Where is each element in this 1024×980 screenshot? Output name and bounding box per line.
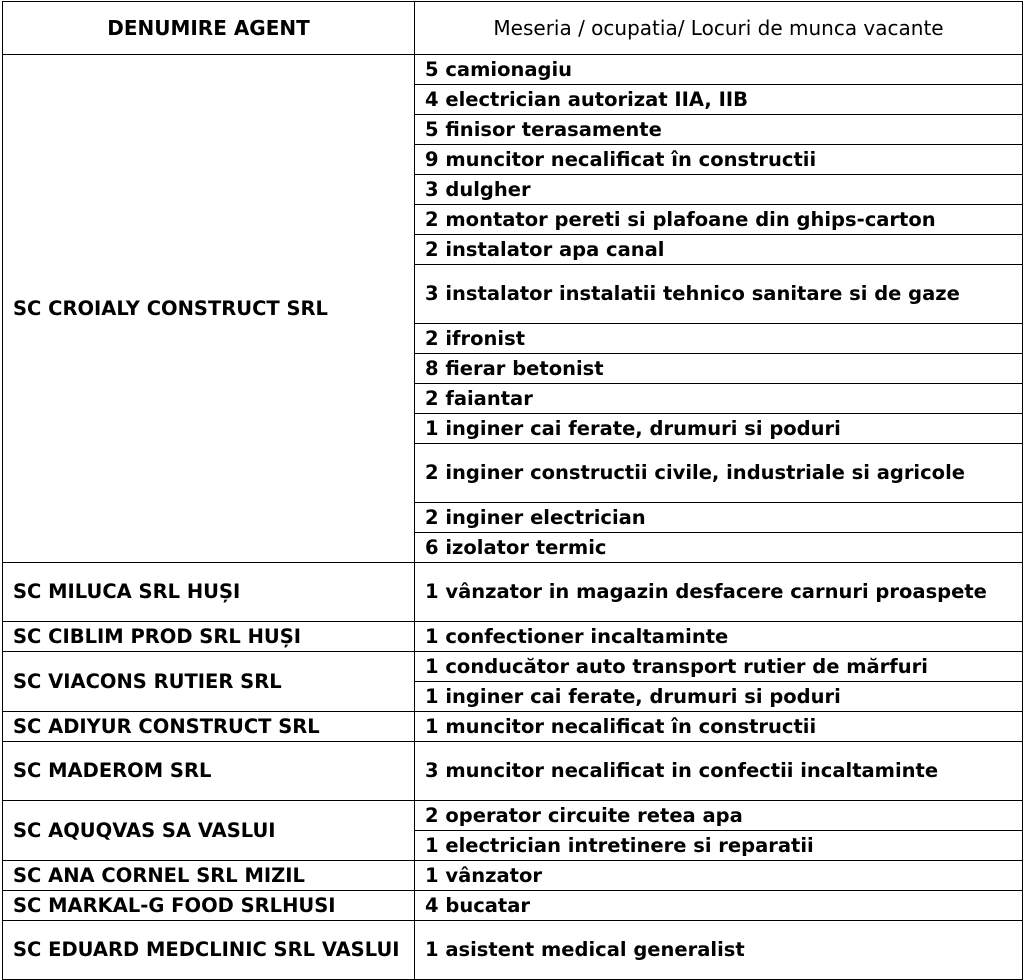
job-cell: 4 bucatar — [415, 891, 1023, 921]
job-cell: 2 inginer electrician — [415, 503, 1023, 533]
table-row — [3, 622, 1023, 652]
header-agent: DENUMIRE AGENT — [3, 2, 415, 55]
agent-cell: SC CIBLIM PROD SRL HUȘI — [3, 622, 415, 652]
table-row — [3, 712, 1023, 742]
job-vacancies-table — [2, 1, 1023, 980]
table-row — [3, 921, 1023, 980]
job-cell: 2 montator pereti si plafoane din ghips-carton — [415, 205, 1023, 235]
job-cell: 9 muncitor necalificat în constructii — [415, 145, 1023, 175]
table-row — [3, 861, 1023, 891]
table-row — [3, 742, 1023, 801]
job-cell: 8 fierar betonist — [415, 354, 1023, 384]
job-cell: 1 vânzator — [415, 861, 1023, 891]
table-body — [3, 55, 1023, 980]
job-cell: 2 inginer constructii civile, industriale si agricole — [415, 444, 1023, 503]
job-cell: 3 instalator instalatii tehnico sanitare si de gaze — [415, 265, 1023, 324]
table-row — [3, 652, 1023, 682]
job-cell: 1 confectioner incaltaminte — [415, 622, 1023, 652]
job-cell: 1 muncitor necalificat în constructii — [415, 712, 1023, 742]
job-cell: 1 inginer cai ferate, drumuri si poduri — [415, 414, 1023, 444]
job-cell: 1 asistent medical generalist — [415, 921, 1023, 980]
job-cell: 1 inginer cai ferate, drumuri si poduri — [415, 682, 1023, 712]
table-header-row — [3, 2, 1023, 55]
job-cell: 3 dulgher — [415, 175, 1023, 205]
table-row — [3, 55, 1023, 85]
job-cell: 2 instalator apa canal — [415, 235, 1023, 265]
job-cell: 1 vânzator in magazin desfacere carnuri proaspete — [415, 563, 1023, 622]
job-cell: 6 izolator termic — [415, 533, 1023, 563]
agent-cell: SC VIACONS RUTIER SRL — [3, 652, 415, 712]
job-cell: 2 faiantar — [415, 384, 1023, 414]
job-cell: 2 ifronist — [415, 324, 1023, 354]
job-cell: 1 conducător auto transport rutier de mărfuri — [415, 652, 1023, 682]
agent-cell: SC EDUARD MEDCLINIC SRL VASLUI — [3, 921, 415, 980]
agent-cell: SC MARKAL-G FOOD SRLHUSI — [3, 891, 415, 921]
agent-cell: SC MILUCA SRL HUȘI — [3, 563, 415, 622]
job-cell: 3 muncitor necalificat in confectii incaltaminte — [415, 742, 1023, 801]
job-cell: 5 finisor terasamente — [415, 115, 1023, 145]
job-cell: 5 camionagiu — [415, 55, 1023, 85]
table-row — [3, 801, 1023, 831]
header-job: Meseria / ocupatia/ Locuri de munca vacante — [415, 2, 1023, 55]
agent-cell: SC CROIALY CONSTRUCT SRL — [3, 55, 415, 563]
job-cell: 4 electrician autorizat IIA, IIB — [415, 85, 1023, 115]
agent-cell: SC MADEROM SRL — [3, 742, 415, 801]
table-row — [3, 563, 1023, 622]
table-row — [3, 891, 1023, 921]
agent-cell: SC ADIYUR CONSTRUCT SRL — [3, 712, 415, 742]
job-cell: 2 operator circuite retea apa — [415, 801, 1023, 831]
agent-cell: SC AQUQVAS SA VASLUI — [3, 801, 415, 861]
document-page — [2, 1, 1022, 980]
agent-cell: SC ANA CORNEL SRL MIZIL — [3, 861, 415, 891]
job-cell: 1 electrician intretinere si reparatii — [415, 831, 1023, 861]
